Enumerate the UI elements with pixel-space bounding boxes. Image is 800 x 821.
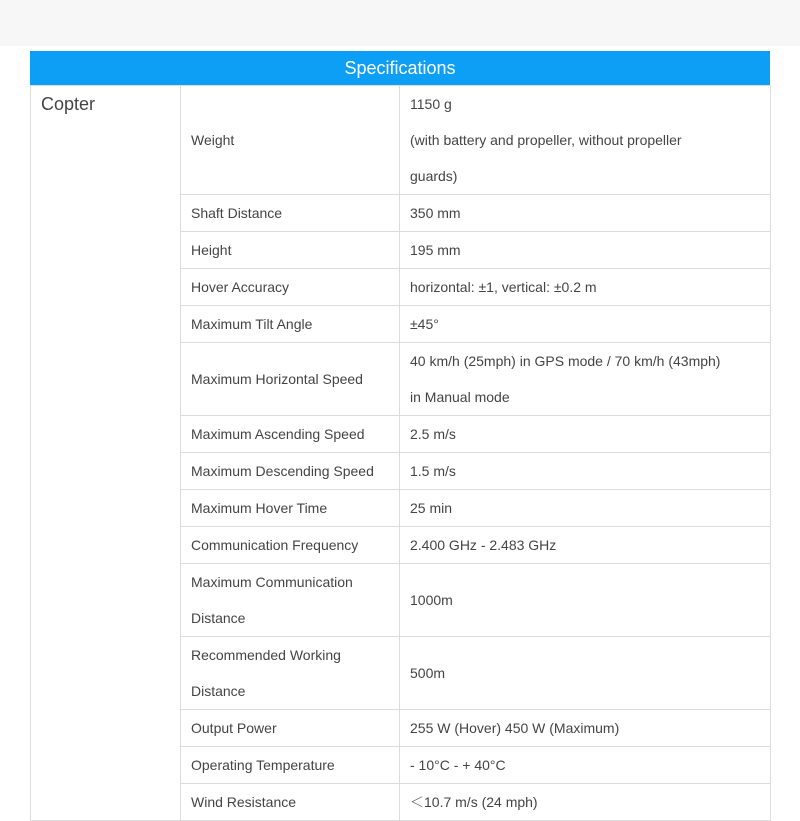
spec-value: 2.400 GHz - 2.483 GHz bbox=[410, 537, 557, 553]
spec-label-cell bbox=[181, 232, 400, 269]
spec-label: Output Power bbox=[191, 720, 277, 736]
spec-label-cell bbox=[181, 637, 400, 710]
group-label: Copter bbox=[41, 94, 96, 114]
spec-value: ＜10.7 m/s (24 mph) bbox=[410, 794, 538, 810]
specifications-section bbox=[30, 51, 770, 821]
spec-value: 500m bbox=[410, 665, 446, 681]
spec-value-cell bbox=[400, 269, 771, 306]
spec-value-cell bbox=[400, 86, 771, 195]
spec-value: 195 mm bbox=[410, 242, 461, 258]
spec-label: Maximum Descending Speed bbox=[191, 463, 374, 479]
spec-value: 1000m bbox=[410, 592, 453, 608]
spec-label: Maximum Tilt Angle bbox=[191, 316, 313, 332]
spec-value-cell bbox=[400, 490, 771, 527]
spec-value: 25 min bbox=[410, 500, 453, 516]
spec-value-cell bbox=[400, 564, 771, 637]
spec-label: Hover Accuracy bbox=[191, 279, 290, 295]
spec-label-cell bbox=[181, 527, 400, 564]
spec-label: Maximum Communication bbox=[191, 574, 353, 590]
spec-value: horizontal: ±1, vertical: ±0.2 m bbox=[410, 279, 597, 295]
spec-label-cell bbox=[181, 343, 400, 416]
spec-value-cell bbox=[400, 710, 771, 747]
spec-value-cell bbox=[400, 784, 771, 821]
spec-value-cell bbox=[400, 195, 771, 232]
spec-value: (with battery and propeller, without propeller bbox=[410, 132, 682, 148]
spec-label: Maximum Horizontal Speed bbox=[191, 371, 363, 387]
spec-value: - 10°C - + 40°C bbox=[410, 757, 506, 773]
spec-label: Wind Resistance bbox=[191, 794, 297, 810]
spec-value: 1150 g bbox=[410, 96, 452, 112]
spec-value-cell bbox=[400, 416, 771, 453]
spec-value: 40 km/h (25mph) in GPS mode / 70 km/h (43mph) bbox=[410, 353, 721, 369]
spec-label: Maximum Ascending Speed bbox=[191, 426, 365, 442]
spec-value: guards) bbox=[410, 168, 458, 184]
spec-label-cell bbox=[181, 784, 400, 821]
spec-value-cell bbox=[400, 343, 771, 416]
spec-label-cell bbox=[181, 269, 400, 306]
spec-label: Maximum Hover Time bbox=[191, 500, 328, 516]
spec-label-cell bbox=[181, 453, 400, 490]
spec-label: Weight bbox=[191, 132, 235, 148]
spec-value-cell bbox=[400, 747, 771, 784]
spec-label-cell bbox=[181, 195, 400, 232]
spec-value-cell bbox=[400, 232, 771, 269]
spec-label-cell bbox=[181, 416, 400, 453]
spec-label-cell bbox=[181, 710, 400, 747]
spec-label: Communication Frequency bbox=[191, 537, 359, 553]
specifications-header: Specifications bbox=[30, 51, 770, 85]
spec-label-cell bbox=[181, 564, 400, 637]
spec-value: in Manual mode bbox=[410, 389, 510, 405]
spec-label: Recommended Working bbox=[191, 647, 341, 663]
spec-label-cell bbox=[181, 747, 400, 784]
spec-label: Distance bbox=[191, 683, 246, 699]
spec-value: 1.5 m/s bbox=[410, 463, 456, 479]
spec-label-cell bbox=[181, 306, 400, 343]
spec-label: Operating Temperature bbox=[191, 757, 335, 773]
specifications-table-body bbox=[31, 86, 771, 821]
top-strip bbox=[0, 0, 800, 46]
spec-value: 350 mm bbox=[410, 205, 461, 221]
spec-label: Distance bbox=[191, 610, 246, 626]
spec-value-cell bbox=[400, 453, 771, 490]
specifications-table bbox=[30, 85, 771, 821]
spec-value-cell bbox=[400, 527, 771, 564]
spec-value: 255 W (Hover) 450 W (Maximum) bbox=[410, 720, 620, 736]
spec-label-cell bbox=[181, 490, 400, 527]
spec-label-cell bbox=[181, 86, 400, 195]
spec-label: Shaft Distance bbox=[191, 205, 283, 221]
spec-value: ±45° bbox=[410, 316, 439, 332]
spec-value-cell bbox=[400, 637, 771, 710]
spec-value-cell bbox=[400, 306, 771, 343]
group-label-cell bbox=[31, 86, 181, 821]
spec-label: Height bbox=[191, 242, 232, 258]
table-row bbox=[31, 86, 771, 195]
spec-value: 2.5 m/s bbox=[410, 426, 456, 442]
